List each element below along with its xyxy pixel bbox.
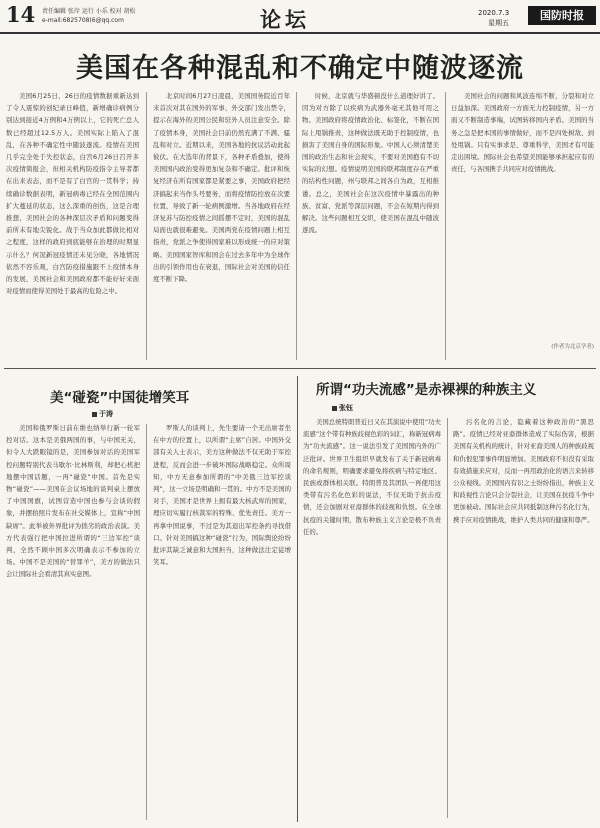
column-divider <box>447 418 448 818</box>
right-article-byline <box>332 403 353 413</box>
editor-credits <box>42 7 136 25</box>
right-article-col-2: 污名化的言论，隐藏着这种政治的“黑思路”。疫情已经对亚裔群体造成了实际伤害，根据美国有关机构的统计，针对亚裔美国人的种族歧视和仇恨犯罪事件明显增加。美国政府不但没有采取有效措施来应对，反而一再用政治化的语言来转移公众视线。美国国内有识之士纷纷指出，种族主义和歧视性言论只会分裂社会，让美国在抗疫斗争中更加被动。国际社会应共同抵制这种污名化行为，携手应对疫情挑战，维护人类共同的健康和尊严。 <box>453 418 594 524</box>
main-article-col-4: 美国社会的问题和风波连绵不断，分裂和对立日益加深。美国政府一方面无力控制疫情，另一方面又不断制造事端，试图转移国内矛盾。美国的当务之急是把本国的事情做好，而不是四处树敌、到处甩锅。只有实事求是、尊重科学，美国才有可能走出困境。国际社会也希望美国能够承担起应有的责任，与各国携手共同应对疫情挑战。 <box>451 92 594 174</box>
right-article-title: 所谓“功夫流感”是赤裸裸的种族主义 <box>316 382 537 398</box>
section-divider <box>4 368 596 369</box>
author-note: (作者为北京学者) <box>551 344 594 350</box>
right-article-col-1: 美国总统特朗普近日又在其演说中使用“功夫流感”这个带有种族歧视色彩的词汇，称新冠病毒为“功夫流感”。这一说法引发了美国国内外的广泛批评。世界卫生组织早就发布了关于新冠病毒的命名规则，明确要求避免将疾病与特定地区、民族或群体相关联。特朗普及其团队一再使用这类带有污名化色彩的说法，不仅无助于抗击疫情，还会加剧对亚裔群体的歧视和仇恨。在全球抗疫的关键时期，散布种族主义言论是极不负责任的。 <box>303 418 441 536</box>
issue-date-block <box>478 8 509 28</box>
bullet-icon <box>92 412 97 417</box>
masthead-logo: 国防时报 <box>528 6 596 25</box>
page-header <box>0 0 600 38</box>
right-article-author: 张钰 <box>339 404 353 412</box>
left-article-col-2: 罗斯人的谈判上，先生要请一个无出席者坐在中方的位置上，以所谓“主席”自居。中国外交部有关人士表示，美方这种做法不仅无助于军控进程，反而会进一步破坏国际战略稳定。众所周知，中方无意参加所谓的“中美俄三边军控谈判”，这一立场是明确和一贯的。中方不是美国的对手，美国才是世界上拥有最大核武库的国家，理应切实履行核裁军的特殊、优先责任。美方一再拿中国说事，不过是为其退出军控条约寻找借口。针对美国搞这种“碰瓷”行为，国际舆论纷纷批评其缺乏诚意和大国担当，这种做法注定徒增笑耳。 <box>153 424 291 567</box>
column-divider <box>296 92 297 360</box>
header-rule <box>0 32 600 34</box>
editor-names: 责任编辑 张岸 运行 小乐 校对 胡松 <box>42 8 136 15</box>
section-title: 论坛 <box>260 7 310 32</box>
main-article-col-4-wrap <box>451 90 594 362</box>
main-article-col-1: 美国6月25日、26日的疫情数据重新达到了令人震惊的创纪录日峰值，新增确诊病例分别达到接近4万例和4万例以上，它的死亡总人数已经超过12.5万人。美国实际上陷入了混乱，在各种不确定性中随波逐流。疫情在美国几乎完全处于失控状态，白宫6月26日召开多次疫情简报会，但相关机构防疫指令主导者都在出来表态，而不是有了白宫的一贯科学；持续确诊数据表明，新冠病毒已经在全国范围内扩大蔓延的状态，这么深重的创伤，这是合理推想，美国社会的各种深层次矛盾和问题变得前所未有地尖锐化。战于当众加此都做比相对之程度，这样的政府到底能够在治理的时期显示什么？何况新冠疫情还未见分晓，各地情况依然不容乐观，白宫防疫措施跟不上疫情本身的发展，美国社会和美国政府都不能好好来面对疫情而使得美国处于最高的危险之中。 <box>6 92 139 296</box>
page-number: 14 <box>6 2 36 27</box>
column-divider <box>445 92 446 360</box>
bullet-icon <box>332 406 337 411</box>
left-article-byline <box>92 409 113 419</box>
main-article-col-2: 北京时间6月27日凌晨，美国国务院近百年来首次对其在国外的军事、外交部门发出禁令，提示在海外的美国公民和驻外人员注意安全。除了疫情本身，美国社会目前仍然充满了不满、骚乱和对立。近期以来，美国各地的抗议活动此起彼伏。在大选年的背景下，各种矛盾叠加，使得美国国内政治变得更加复杂和不确定。批评和恢复经济在所有国家都是紧要之事，美国政府把经济搞起来当作头号要务，而将疫情防控放在次要位置，导致了新一轮病例激增。当各地政府在经济复苏与防控疫情之间摇摆不定时，美国的混乱局面也就很难避免。美国两党在疫情问题上相互指责，党派之争使得国家难以形成统一的应对策略。美国国家智库和国会在过去多年中为全球作出的引领作用也在衰退，国际社会对美国的信任度不断下降。 <box>153 92 290 284</box>
issue-weekday: 星期五 <box>488 19 510 27</box>
column-divider <box>146 92 147 360</box>
main-headline: 美国在各种混乱和不确定中随波逐流 <box>76 53 524 84</box>
editor-email: e-mail:6825708(6@qq.com <box>42 17 124 24</box>
column-divider <box>146 424 147 820</box>
left-article-title: 美“碰瓷”中国徒增笑耳 <box>50 390 190 406</box>
article-divider <box>297 376 298 822</box>
issue-date: 2020.7.3 <box>478 9 510 17</box>
main-article-col-3: 时候，北京就与华盛顿没什么道理好讲了。因为对方除了以疾病为武器外毫无其他可用之物。美国政府将疫情政治化、标签化，不断在国际上甩锅推责，这种做法既无助于控制疫情，也损害了美国自身的国际形象。中国人心须清楚美国的政治生态和社会现实，不要对美国抱有不切实际的幻想。疫情说明美国的联邦制度存在严重的结构性问题，州与联邦之间各自为政，互相推诿。总之，美国社会在这次疫情中暴露出的种族、贫富、党派等深层问题，不会在短期内得到解决。这些问题相互交织，使美国在混乱中随波逐流。 <box>302 92 439 235</box>
left-article-col-1: 美国和俄罗斯日前在维也纳举行新一轮军控对话。这本是美俄两国的事，与中国无关，但令人大跌眼镜的是，美国参加对话的美国军控问题特别代表马歇尔·比林斯利，却把心机把地摆中国话题，一再“碰瓷”中国。首先是实物“碰瓷”——美国在会议场地的谈判桌上摆放了中国国旗，试图营造中国也参与会谈的假象，并摆拍照片发布在社交媒体上，宣称“中国缺席”。此举被外界批评为拙劣的政治表演。美方代表强行把中国拉进所谓的“三边军控”谈判，全然不顾中国多次明确表示不参加的立场。中国不是美国的“替罪羊”，美方的做法只会让国际社会看清其真实意图。 <box>6 424 140 579</box>
left-article-author: 于涛 <box>99 410 113 418</box>
